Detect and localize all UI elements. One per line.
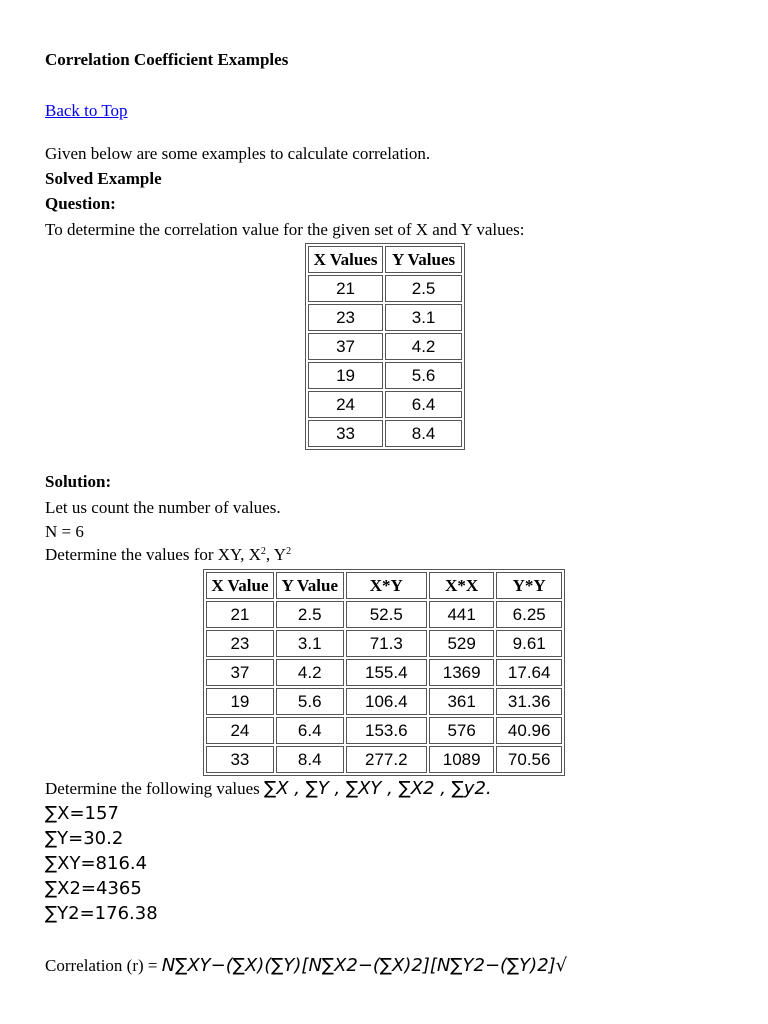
xy-table-cell: 8.4 [385,420,462,447]
products-table-cell: 52.5 [346,601,427,628]
following-text: Determine the following values [45,779,260,798]
table-row [308,333,462,360]
table-row [206,659,562,686]
following-math: ∑X , ∑Y , ∑XY , ∑X2 , ∑y2. [264,778,492,799]
page-title: Correlation Coefficient Examples [45,50,289,69]
products-table-cell: 71.3 [346,630,427,657]
xy-table-cell: 6.4 [385,391,462,418]
following-values-line [45,778,492,799]
table-row [206,601,562,628]
sum-value: ∑X=157 [45,803,119,824]
intro-text: Given below are some examples to calculate correlation. [45,144,431,163]
table-row [308,275,462,302]
products-table-cell: 8.4 [276,746,344,773]
table-row [206,688,562,715]
determine-values-text [45,545,291,565]
sum-value: ∑Y=30.2 [45,828,124,849]
xy-table-cell: 23 [308,304,383,331]
table-row [206,717,562,744]
xy-values-table [305,243,465,450]
products-table-cell: 155.4 [346,659,427,686]
sum-value: ∑Y2=176.38 [45,903,158,924]
xy-table-cell: 3.1 [385,304,462,331]
products-table-cell: 33 [206,746,274,773]
table-row [206,630,562,657]
xy-table-cell: 19 [308,362,383,389]
correlation-line [45,955,567,976]
products-table-header-cell: Y Value [276,572,344,599]
xy-table-cell: 24 [308,391,383,418]
products-table-cell: 24 [206,717,274,744]
products-table-cell: 361 [429,688,494,715]
products-table-cell: 6.4 [276,717,344,744]
products-table-cell: 153.6 [346,717,427,744]
products-table-cell: 5.6 [276,688,344,715]
products-table-header-cell: X*X [429,572,494,599]
xy-table-cell: 2.5 [385,275,462,302]
n-value-text: N = 6 [45,522,84,541]
determine-text: Determine the values for XY, X [45,545,261,564]
sum-value: ∑X2=4365 [45,878,142,899]
superscript-2: 2 [260,546,266,557]
count-text: Let us count the number of values. [45,498,281,517]
products-table-cell: 21 [206,601,274,628]
xy-table-cell: 37 [308,333,383,360]
table-row [308,420,462,447]
xy-table-cell: 21 [308,275,383,302]
superscript-2: 2 [286,546,292,557]
determine-separator: , Y [265,545,287,564]
question-text: To determine the correlation value for the given set of X and Y values: [45,220,525,239]
solution-label: Solution: [45,472,112,491]
products-table-cell: 37 [206,659,274,686]
correlation-label: Correlation (r) = [45,956,158,975]
question-label: Question: [45,194,116,213]
products-table-cell: 1369 [429,659,494,686]
products-table-cell: 23 [206,630,274,657]
products-table-cell: 441 [429,601,494,628]
sum-value: ∑XY=816.4 [45,853,148,874]
table-row [308,391,462,418]
xy-table-cell: 4.2 [385,333,462,360]
products-table-cell: 576 [429,717,494,744]
products-table-cell: 277.2 [346,746,427,773]
products-table-cell: 529 [429,630,494,657]
xy-table-header-cell: X Values [308,246,383,273]
products-table-header-cell: X*Y [346,572,427,599]
products-table-header-cell: Y*Y [496,572,562,599]
products-table-cell: 3.1 [276,630,344,657]
products-table [203,569,565,776]
xy-table-header-cell: Y Values [385,246,462,273]
xy-table-cell: 33 [308,420,383,447]
products-table-header-cell: X Value [206,572,274,599]
table-row [308,362,462,389]
products-table-cell: 4.2 [276,659,344,686]
products-table-cell: 1089 [429,746,494,773]
products-table-cell: 9.61 [496,630,562,657]
products-table-cell: 19 [206,688,274,715]
products-table-cell: 106.4 [346,688,427,715]
products-table-cell: 70.56 [496,746,562,773]
products-table-cell: 31.36 [496,688,562,715]
table-row [206,746,562,773]
products-table-cell: 17.64 [496,659,562,686]
products-table-cell: 40.96 [496,717,562,744]
correlation-formula: N∑XY−(∑X)(∑Y)[N∑X2−(∑X)2][N∑Y2−(∑Y)2]√ [161,955,568,976]
xy-table-cell: 5.6 [385,362,462,389]
products-table-cell: 6.25 [496,601,562,628]
solved-example-heading: Solved Example [45,169,162,188]
back-to-top-link[interactable]: Back to Top [45,101,128,120]
products-table-cell: 2.5 [276,601,344,628]
table-row [308,304,462,331]
sums-list [45,803,158,928]
